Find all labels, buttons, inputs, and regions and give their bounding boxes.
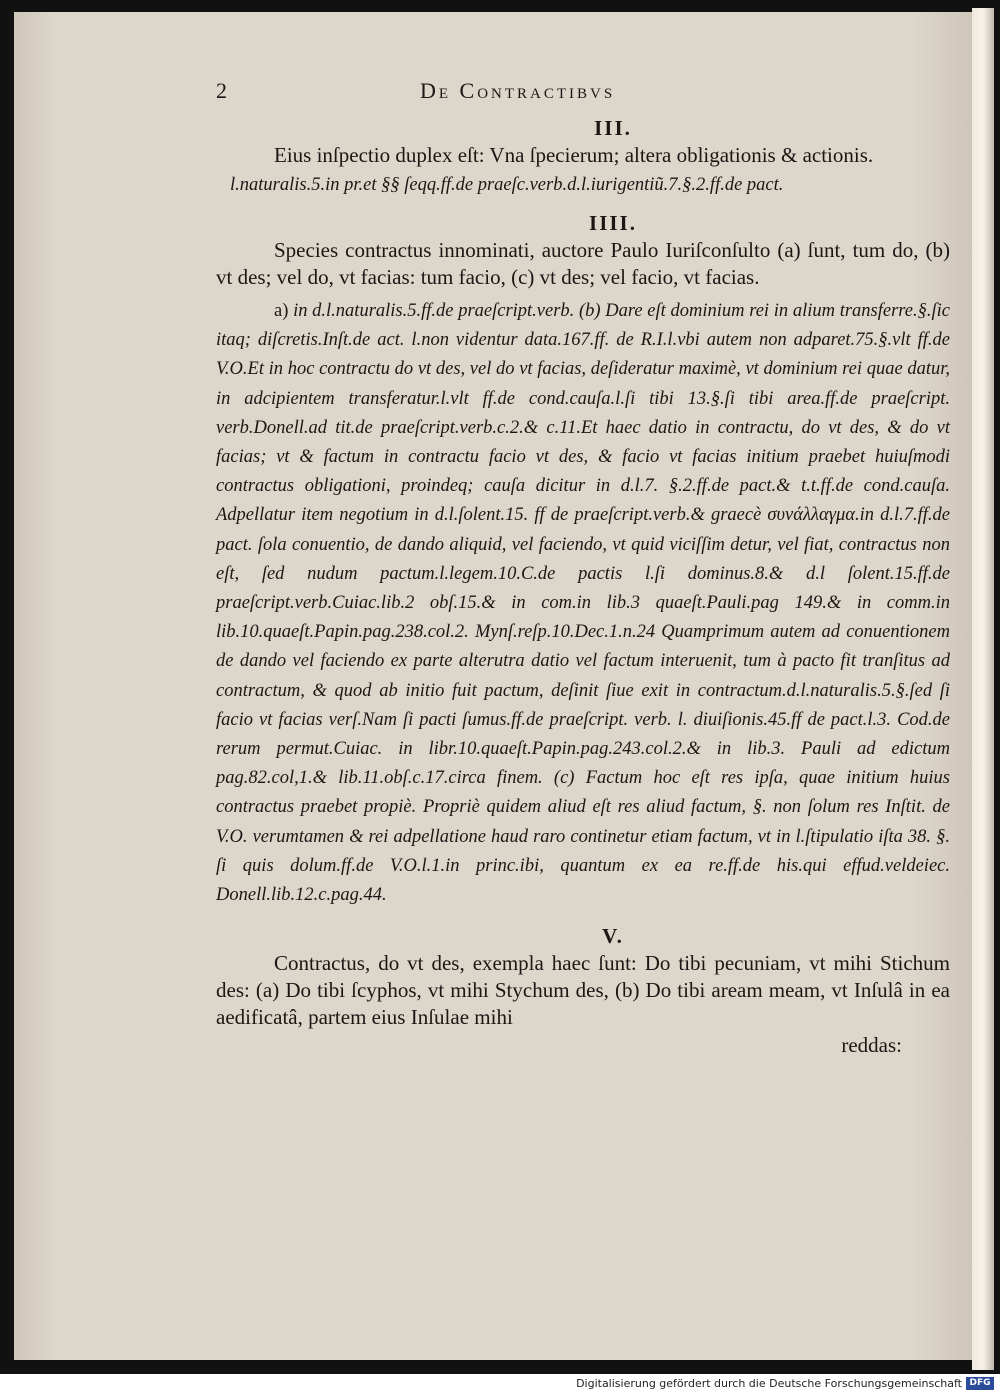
page-text (216, 78, 950, 1059)
catchword: reddas: (841, 1033, 902, 1058)
page-edge (972, 8, 994, 1370)
section-number-iii: III. (594, 116, 632, 140)
section-iiii-notes-text: in d.l.naturalis.5.ff.de praeſcript.verb. (b) Dare eſt dominium rei in alium transferre.§.ſic itaq; diſcretis.Inſt.de act. l.non videntur data.167.ff. de R.I.l.vbi autem non adparet.75.§.vlt ff.de V.O.Et in hoc contractu do vt des, vel do vt facias, deſideratur maximè, vt dominium rei quae datur, in adcipientem transferatur.l.vlt ff.de cond.cauſa.l.ſi tibi 13.§.ſi tibi area.ff.de praeſcript. verb.Donell.ad tit.de praeſcript.verb.c.2.& c.11.Et haec datio in contractu, do vt des, & do vt facias; vt & factum in contractu facio vt des, & facio vt facias initium praebet huiuſmodi contractus obligationi, proindeq; cauſa dicitur in d.l.7. §.2.ff.de pact.& t.t.ff.de cond.cauſa. Adpellatur item negotium in d.l.ſolent.15. ff de praeſcript.verb.& graecè συνάλλαγμα.in d.l.7.ff.de pact. ſola conuentio, de dando aliquid, vel faciendo, vt quid viciſſim detur, vel fiat, contractus non eſt, ſed nudum pactum.l.legem.10.C.de pactis l.ſi dominus.8.& d.l ſolent.15.ff.de praeſcript.verb.Cuiac.lib.2 obſ.15.& in com.in lib.3 quaeſt.Pauli.pag 149.& in comm.in lib.10.quaeſt.Papin.pag.238.col.2. Mynſ.reſp.10.Dec.1.n.24 Quamprimum autem ad conuentionem de dando vel faciendo ex parte alterutra datio vel factum interuenit, tum à pacto fit tranſitus ad contractum, & quod ab initio fuit pactum, deſinit ſiue exit in contractum.d.l.naturalis.5.§.ſed ſi facio vt facias verſ.Nam ſi pacti ſumus.ff.de praeſcript. verb. l. diuiſionis.45.ff de pact.l.3. Cod.de rerum permut.Cuiac. in libr.10.quaeſt.Papin.pag.243.col.2.& in lib.3. Pauli ad edictum pag.82.col,1.& lib.11.obſ.c.17.circa finem. (c) Factum hoc eſt res ipſa, quae initium huius contractus praebet propiè. Propriè quidem aliud eſt res aliud factum, §. non ſolum res Inſtit. de V.O. verumtamen & rei adpellatione haud raro continetur etiam factum, vt in l.ſtipulatio iſta 38. §. ſi quis dolum.ff.de V.O.l.1.in princ.ibi, quantum ex ea re.ff.de his.qui effud.veldeiec. Donell.lib.12.c.pag.44. (216, 301, 951, 906)
credit-text: Digitalisierung gefördert durch die Deutsche Forschungsgemeinschaft (576, 1377, 962, 1390)
section-iiii-body: Species contractus innominati, auctore Paulo Iuriſconſulto (a) ſunt, tum do, (b) vt des; vel do, vt facias: tum facio, (c) vt des; vel facio, vt facias. (216, 238, 950, 289)
page-number: 2 (216, 78, 230, 103)
dfg-logo-icon: DFG (966, 1377, 994, 1390)
credit-bar (0, 1374, 1000, 1394)
note-marker-a: a) (274, 301, 289, 321)
section-number-v: V. (602, 924, 624, 949)
section-iii-body: Eius inſpectio duplex eſt: Vna ſpecierum; altera obligationis & actionis. (274, 143, 874, 167)
section-iii-citation: l.naturalis.5.in pr.et §§ ſeqq.ff.de praeſc.verb.d.l.iurigentiũ.7.§.2.ff.de pact. (230, 175, 784, 195)
running-title: De Contractibvs (420, 78, 616, 103)
running-head (216, 78, 950, 102)
section-number-iiii: IIII. (589, 211, 637, 235)
section-v-body: Contractus, do vt des, exempla haec ſunt: Do tibi pecuniam, vt mihi Stichum des: (a) Do tibi ſcyphos, vt mihi Stychum des, (b) Do tibi aream meam, vt Inſulâ in ea aedificatâ, partem eius Inſulae mihi (216, 951, 950, 1030)
section-iiii-notes (216, 297, 950, 910)
